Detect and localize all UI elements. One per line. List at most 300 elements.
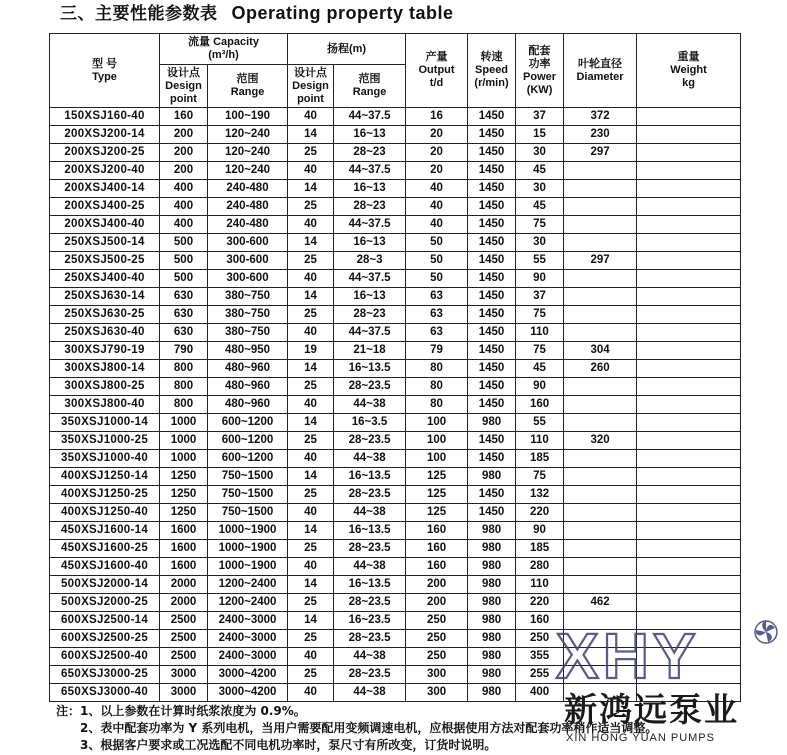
cell-speed: 1450 bbox=[468, 108, 516, 126]
table-row bbox=[50, 270, 741, 288]
header-output bbox=[406, 34, 468, 108]
cell-capacity-range: 750~1500 bbox=[208, 468, 288, 486]
cell-type: 500XSJ2000-25 bbox=[50, 594, 160, 612]
cell-speed: 1450 bbox=[468, 324, 516, 342]
cell-weight bbox=[637, 288, 741, 306]
cell-weight bbox=[637, 594, 741, 612]
cell-capacity-range: 3000~4200 bbox=[208, 684, 288, 702]
cell-type: 300XSJ800-14 bbox=[50, 360, 160, 378]
cell-head-design-point: 25 bbox=[288, 306, 334, 324]
cell-weight bbox=[637, 648, 741, 666]
cell-head-range: 16~13 bbox=[334, 180, 406, 198]
dp-en2: point bbox=[170, 92, 197, 105]
header-capacity-label: 流量 Capacity bbox=[188, 36, 259, 48]
cell-weight bbox=[637, 360, 741, 378]
note-1: 注：1、以上参数在计算时纸浆浓度为 0.9%。 bbox=[56, 704, 306, 718]
cell-head-design-point: 40 bbox=[288, 450, 334, 468]
cell-power: 90 bbox=[516, 378, 564, 396]
cell-capacity-design-point: 1000 bbox=[160, 432, 208, 450]
cell-output: 250 bbox=[406, 612, 468, 630]
cell-capacity-design-point: 200 bbox=[160, 144, 208, 162]
table-row bbox=[50, 216, 741, 234]
cell-type: 400XSJ1250-14 bbox=[50, 468, 160, 486]
cell-weight bbox=[637, 612, 741, 630]
cell-speed: 1450 bbox=[468, 180, 516, 198]
cell-speed: 1450 bbox=[468, 162, 516, 180]
cell-head-design-point: 40 bbox=[288, 216, 334, 234]
cell-head-design-point: 40 bbox=[288, 324, 334, 342]
table-row bbox=[50, 288, 741, 306]
cell-power: 280 bbox=[516, 558, 564, 576]
table-row bbox=[50, 684, 741, 702]
cell-capacity-design-point: 1250 bbox=[160, 468, 208, 486]
cell-head-range: 44~37.5 bbox=[334, 324, 406, 342]
cell-diameter bbox=[564, 216, 637, 234]
cell-type: 250XSJ630-40 bbox=[50, 324, 160, 342]
cell-capacity-range: 1000~1900 bbox=[208, 540, 288, 558]
cell-capacity-range: 480~960 bbox=[208, 360, 288, 378]
cell-diameter bbox=[564, 540, 637, 558]
cell-capacity-range: 380~750 bbox=[208, 306, 288, 324]
cell-head-design-point: 14 bbox=[288, 288, 334, 306]
cell-head-design-point: 25 bbox=[288, 630, 334, 648]
cell-type: 150XSJ160-40 bbox=[50, 108, 160, 126]
cell-output: 160 bbox=[406, 540, 468, 558]
cell-output: 125 bbox=[406, 486, 468, 504]
cell-capacity-design-point: 400 bbox=[160, 216, 208, 234]
header-power-unit: (KW) bbox=[526, 83, 553, 96]
cell-speed: 1450 bbox=[468, 360, 516, 378]
cell-output: 200 bbox=[406, 576, 468, 594]
cell-head-range: 28~23.5 bbox=[334, 666, 406, 684]
cell-capacity-range: 2400~3000 bbox=[208, 630, 288, 648]
table-row bbox=[50, 558, 741, 576]
cell-speed: 1450 bbox=[468, 270, 516, 288]
cell-power: 255 bbox=[516, 666, 564, 684]
cell-capacity-design-point: 1600 bbox=[160, 540, 208, 558]
cell-diameter bbox=[564, 198, 637, 216]
cell-speed: 1450 bbox=[468, 342, 516, 360]
cell-capacity-range: 480~960 bbox=[208, 396, 288, 414]
cell-head-range: 28~23 bbox=[334, 198, 406, 216]
cell-diameter bbox=[564, 306, 637, 324]
cell-head-design-point: 19 bbox=[288, 342, 334, 360]
cell-capacity-design-point: 1600 bbox=[160, 522, 208, 540]
header-power-en: Power bbox=[523, 70, 557, 83]
table-row bbox=[50, 396, 741, 414]
header-speed-cn: 转速 bbox=[480, 51, 503, 63]
cell-head-range: 44~38 bbox=[334, 450, 406, 468]
cell-power: 45 bbox=[516, 360, 564, 378]
cell-head-design-point: 14 bbox=[288, 126, 334, 144]
table-row bbox=[50, 108, 741, 126]
cell-capacity-design-point: 500 bbox=[160, 252, 208, 270]
cell-capacity-range: 1200~2400 bbox=[208, 594, 288, 612]
cell-head-range: 28~3 bbox=[334, 252, 406, 270]
cell-speed: 980 bbox=[468, 576, 516, 594]
cell-capacity-range: 2400~3000 bbox=[208, 648, 288, 666]
cell-capacity-design-point: 3000 bbox=[160, 684, 208, 702]
cell-power: 30 bbox=[516, 234, 564, 252]
cell-capacity-range: 480~960 bbox=[208, 378, 288, 396]
cell-head-design-point: 25 bbox=[288, 252, 334, 270]
cell-head-range: 28~23.5 bbox=[334, 540, 406, 558]
cell-weight bbox=[637, 432, 741, 450]
cell-weight bbox=[637, 252, 741, 270]
cell-speed: 980 bbox=[468, 558, 516, 576]
cell-output: 100 bbox=[406, 432, 468, 450]
cell-diameter: 230 bbox=[564, 126, 637, 144]
cell-capacity-design-point: 2500 bbox=[160, 630, 208, 648]
cell-output: 200 bbox=[406, 594, 468, 612]
cell-output: 125 bbox=[406, 468, 468, 486]
table-row bbox=[50, 576, 741, 594]
cell-power: 220 bbox=[516, 594, 564, 612]
cell-diameter bbox=[564, 270, 637, 288]
logo-pinyin: XIN HONG YUAN PUMPS bbox=[566, 732, 715, 744]
header-weight-en: Weight bbox=[670, 64, 707, 76]
cell-head-range: 16~13.5 bbox=[334, 522, 406, 540]
cell-output: 40 bbox=[406, 216, 468, 234]
header-capacity-design-point bbox=[160, 65, 208, 108]
cell-head-range: 28~23 bbox=[334, 144, 406, 162]
cell-capacity-range: 380~750 bbox=[208, 288, 288, 306]
cell-weight bbox=[637, 558, 741, 576]
cell-head-design-point: 25 bbox=[288, 378, 334, 396]
cell-weight bbox=[637, 450, 741, 468]
cell-power: 160 bbox=[516, 396, 564, 414]
cell-capacity-design-point: 1600 bbox=[160, 558, 208, 576]
cell-output: 20 bbox=[406, 126, 468, 144]
title-en: Operating property table bbox=[231, 3, 454, 23]
header-speed-unit: (r/min) bbox=[474, 77, 509, 89]
cell-diameter bbox=[564, 450, 637, 468]
cell-capacity-design-point: 1250 bbox=[160, 504, 208, 522]
cell-weight bbox=[637, 198, 741, 216]
cell-power: 110 bbox=[516, 324, 564, 342]
cell-head-design-point: 14 bbox=[288, 414, 334, 432]
cell-speed: 1450 bbox=[468, 504, 516, 522]
header-type-en: Type bbox=[92, 70, 117, 83]
cell-head-range: 28~23.5 bbox=[334, 630, 406, 648]
cell-head-range: 16~13.5 bbox=[334, 576, 406, 594]
cell-weight bbox=[637, 684, 741, 702]
title-cn: 三、主要性能参数表 bbox=[60, 4, 218, 24]
cell-power: 37 bbox=[516, 288, 564, 306]
cell-head-design-point: 25 bbox=[288, 198, 334, 216]
cell-head-design-point: 14 bbox=[288, 180, 334, 198]
header-head-design-point bbox=[288, 65, 334, 108]
cell-weight bbox=[637, 630, 741, 648]
cell-weight bbox=[637, 414, 741, 432]
cell-weight bbox=[637, 486, 741, 504]
cell-head-range: 28~23.5 bbox=[334, 432, 406, 450]
cell-speed: 980 bbox=[468, 666, 516, 684]
cell-weight bbox=[637, 540, 741, 558]
cell-diameter: 304 bbox=[564, 342, 637, 360]
cell-head-range: 16~13 bbox=[334, 288, 406, 306]
cell-diameter bbox=[564, 180, 637, 198]
cell-capacity-design-point: 1000 bbox=[160, 414, 208, 432]
header-speed bbox=[468, 34, 516, 108]
cell-type: 400XSJ1250-40 bbox=[50, 504, 160, 522]
cell-diameter bbox=[564, 414, 637, 432]
cell-speed: 980 bbox=[468, 612, 516, 630]
cell-capacity-design-point: 630 bbox=[160, 324, 208, 342]
cell-head-range: 16~13 bbox=[334, 234, 406, 252]
cell-head-range: 44~38 bbox=[334, 558, 406, 576]
cell-head-range: 28~23 bbox=[334, 306, 406, 324]
cell-power: 185 bbox=[516, 540, 564, 558]
cell-diameter: 372 bbox=[564, 108, 637, 126]
cell-power: 250 bbox=[516, 630, 564, 648]
cell-capacity-range: 120~240 bbox=[208, 126, 288, 144]
cell-head-design-point: 25 bbox=[288, 594, 334, 612]
cell-diameter: 297 bbox=[564, 252, 637, 270]
cell-output: 20 bbox=[406, 162, 468, 180]
cell-head-design-point: 40 bbox=[288, 162, 334, 180]
cell-type: 600XSJ2500-40 bbox=[50, 648, 160, 666]
cell-head-range: 44~38 bbox=[334, 684, 406, 702]
cell-output: 40 bbox=[406, 198, 468, 216]
operating-property-table bbox=[49, 33, 741, 702]
header-capacity-unit: (m³/h) bbox=[208, 49, 239, 61]
cell-weight bbox=[637, 216, 741, 234]
cell-weight bbox=[637, 324, 741, 342]
table-row bbox=[50, 486, 741, 504]
cell-capacity-design-point: 630 bbox=[160, 288, 208, 306]
note-2: 2、表中配套功率为 Y 系列电机，当用户需要配用变频调速电机，应根据使用方法对配套功率稍作适当调整。 bbox=[80, 721, 658, 735]
header-weight bbox=[637, 34, 741, 108]
cell-capacity-range: 240-480 bbox=[208, 216, 288, 234]
cell-capacity-design-point: 200 bbox=[160, 126, 208, 144]
cell-diameter bbox=[564, 504, 637, 522]
cell-diameter bbox=[564, 288, 637, 306]
cell-power: 55 bbox=[516, 252, 564, 270]
cell-speed: 980 bbox=[468, 414, 516, 432]
cell-type: 250XSJ630-25 bbox=[50, 306, 160, 324]
cell-speed: 1450 bbox=[468, 126, 516, 144]
pump-swirl-icon bbox=[755, 621, 777, 643]
cell-speed: 1450 bbox=[468, 288, 516, 306]
cell-head-design-point: 25 bbox=[288, 432, 334, 450]
table-row bbox=[50, 612, 741, 630]
cell-head-range: 16~3.5 bbox=[334, 414, 406, 432]
cell-head-range: 28~23.5 bbox=[334, 594, 406, 612]
cell-head-design-point: 14 bbox=[288, 576, 334, 594]
table-row bbox=[50, 306, 741, 324]
cell-power: 45 bbox=[516, 198, 564, 216]
header-power-cn2: 功率 bbox=[528, 57, 551, 70]
cell-capacity-design-point: 2000 bbox=[160, 594, 208, 612]
cell-head-range: 44~37.5 bbox=[334, 108, 406, 126]
cell-head-design-point: 25 bbox=[288, 540, 334, 558]
cell-output: 300 bbox=[406, 684, 468, 702]
table-row bbox=[50, 666, 741, 684]
cell-capacity-range: 2400~3000 bbox=[208, 612, 288, 630]
cell-head-design-point: 14 bbox=[288, 468, 334, 486]
cell-output: 100 bbox=[406, 414, 468, 432]
cell-weight bbox=[637, 396, 741, 414]
cell-diameter: 462 bbox=[564, 594, 637, 612]
table-row bbox=[50, 198, 741, 216]
cell-head-design-point: 40 bbox=[288, 558, 334, 576]
header-diameter-cn: 叶轮直径 bbox=[578, 57, 623, 70]
cell-speed: 1450 bbox=[468, 144, 516, 162]
cell-diameter bbox=[564, 396, 637, 414]
cell-weight bbox=[637, 306, 741, 324]
cell-output: 50 bbox=[406, 234, 468, 252]
cell-type: 350XSJ1000-40 bbox=[50, 450, 160, 468]
cell-head-range: 44~38 bbox=[334, 396, 406, 414]
cell-weight bbox=[637, 468, 741, 486]
cell-weight bbox=[637, 270, 741, 288]
cell-capacity-range: 1000~1900 bbox=[208, 558, 288, 576]
cell-type: 300XSJ800-40 bbox=[50, 396, 160, 414]
cell-speed: 980 bbox=[468, 522, 516, 540]
cell-head-design-point: 40 bbox=[288, 396, 334, 414]
cell-capacity-range: 750~1500 bbox=[208, 486, 288, 504]
cell-diameter: 297 bbox=[564, 144, 637, 162]
table-row bbox=[50, 468, 741, 486]
cell-power: 45 bbox=[516, 162, 564, 180]
cell-output: 63 bbox=[406, 288, 468, 306]
cell-head-design-point: 40 bbox=[288, 504, 334, 522]
cell-speed: 1450 bbox=[468, 252, 516, 270]
cell-speed: 1450 bbox=[468, 378, 516, 396]
table-row bbox=[50, 648, 741, 666]
cell-type: 350XSJ1000-14 bbox=[50, 414, 160, 432]
cell-type: 300XSJ800-25 bbox=[50, 378, 160, 396]
cell-power: 75 bbox=[516, 216, 564, 234]
cell-capacity-design-point: 1250 bbox=[160, 486, 208, 504]
cell-speed: 980 bbox=[468, 594, 516, 612]
cell-capacity-design-point: 2000 bbox=[160, 576, 208, 594]
cell-power: 75 bbox=[516, 342, 564, 360]
cell-capacity-design-point: 2500 bbox=[160, 648, 208, 666]
cell-type: 350XSJ1000-25 bbox=[50, 432, 160, 450]
table-row bbox=[50, 522, 741, 540]
cell-capacity-range: 1000~1900 bbox=[208, 522, 288, 540]
cell-output: 160 bbox=[406, 522, 468, 540]
table-row bbox=[50, 144, 741, 162]
cell-diameter bbox=[564, 468, 637, 486]
table-row bbox=[50, 234, 741, 252]
cell-head-range: 21~18 bbox=[334, 342, 406, 360]
cell-output: 125 bbox=[406, 504, 468, 522]
dp-en1: Design bbox=[165, 79, 202, 92]
cell-head-range: 16~13.5 bbox=[334, 468, 406, 486]
header-output-en: Output bbox=[418, 64, 455, 76]
header-capacity-range bbox=[208, 65, 288, 108]
header-head-range bbox=[334, 65, 406, 108]
cell-head-range: 16~23.5 bbox=[334, 612, 406, 630]
cell-head-design-point: 25 bbox=[288, 486, 334, 504]
cell-power: 37 bbox=[516, 108, 564, 126]
table-row bbox=[50, 342, 741, 360]
cell-power: 75 bbox=[516, 306, 564, 324]
table-row bbox=[50, 540, 741, 558]
cell-diameter bbox=[564, 684, 637, 702]
cell-weight bbox=[637, 144, 741, 162]
dp-en2: point bbox=[297, 92, 324, 105]
header-weight-cn: 重量 bbox=[677, 51, 700, 63]
cell-type: 450XSJ1600-14 bbox=[50, 522, 160, 540]
cell-type: 200XSJ200-40 bbox=[50, 162, 160, 180]
range-en: Range bbox=[230, 86, 265, 98]
cell-output: 40 bbox=[406, 180, 468, 198]
header-diameter bbox=[564, 34, 637, 108]
cell-power: 220 bbox=[516, 504, 564, 522]
range-cn: 范围 bbox=[236, 73, 259, 85]
cell-weight bbox=[637, 108, 741, 126]
cell-head-design-point: 40 bbox=[288, 270, 334, 288]
header-head: 扬程(m) bbox=[288, 34, 406, 65]
cell-capacity-design-point: 790 bbox=[160, 342, 208, 360]
table-row bbox=[50, 630, 741, 648]
cell-head-range: 16~13.5 bbox=[334, 360, 406, 378]
cell-speed: 1450 bbox=[468, 450, 516, 468]
cell-speed: 980 bbox=[468, 630, 516, 648]
cell-power: 75 bbox=[516, 468, 564, 486]
cell-type: 450XSJ1600-25 bbox=[50, 540, 160, 558]
cell-speed: 980 bbox=[468, 468, 516, 486]
cell-output: 160 bbox=[406, 558, 468, 576]
cell-speed: 1450 bbox=[468, 198, 516, 216]
table-row bbox=[50, 162, 741, 180]
cell-speed: 1450 bbox=[468, 216, 516, 234]
cell-capacity-design-point: 2500 bbox=[160, 612, 208, 630]
cell-capacity-range: 750~1500 bbox=[208, 504, 288, 522]
cell-speed: 980 bbox=[468, 540, 516, 558]
cell-capacity-design-point: 200 bbox=[160, 162, 208, 180]
cell-output: 63 bbox=[406, 306, 468, 324]
table-row bbox=[50, 378, 741, 396]
cell-head-range: 44~37.5 bbox=[334, 270, 406, 288]
cell-head-range: 44~38 bbox=[334, 504, 406, 522]
cell-capacity-range: 600~1200 bbox=[208, 450, 288, 468]
cell-diameter bbox=[564, 558, 637, 576]
cell-diameter bbox=[564, 378, 637, 396]
cell-capacity-range: 300-600 bbox=[208, 252, 288, 270]
cell-output: 63 bbox=[406, 324, 468, 342]
cell-head-design-point: 14 bbox=[288, 360, 334, 378]
table-row bbox=[50, 594, 741, 612]
footnotes bbox=[56, 703, 657, 754]
table-row bbox=[50, 180, 741, 198]
cell-output: 50 bbox=[406, 270, 468, 288]
cell-type: 200XSJ400-25 bbox=[50, 198, 160, 216]
cell-capacity-range: 600~1200 bbox=[208, 432, 288, 450]
cell-diameter bbox=[564, 234, 637, 252]
cell-diameter bbox=[564, 576, 637, 594]
cell-power: 132 bbox=[516, 486, 564, 504]
cell-weight bbox=[637, 180, 741, 198]
cell-diameter bbox=[564, 630, 637, 648]
cell-capacity-range: 3000~4200 bbox=[208, 666, 288, 684]
table-row bbox=[50, 360, 741, 378]
cell-head-design-point: 40 bbox=[288, 684, 334, 702]
cell-head-range: 16~13 bbox=[334, 126, 406, 144]
cell-power: 30 bbox=[516, 144, 564, 162]
cell-output: 79 bbox=[406, 342, 468, 360]
cell-type: 200XSJ200-25 bbox=[50, 144, 160, 162]
cell-capacity-design-point: 160 bbox=[160, 108, 208, 126]
cell-capacity-range: 120~240 bbox=[208, 162, 288, 180]
cell-capacity-design-point: 400 bbox=[160, 180, 208, 198]
cell-capacity-range: 480~950 bbox=[208, 342, 288, 360]
cell-capacity-design-point: 800 bbox=[160, 396, 208, 414]
